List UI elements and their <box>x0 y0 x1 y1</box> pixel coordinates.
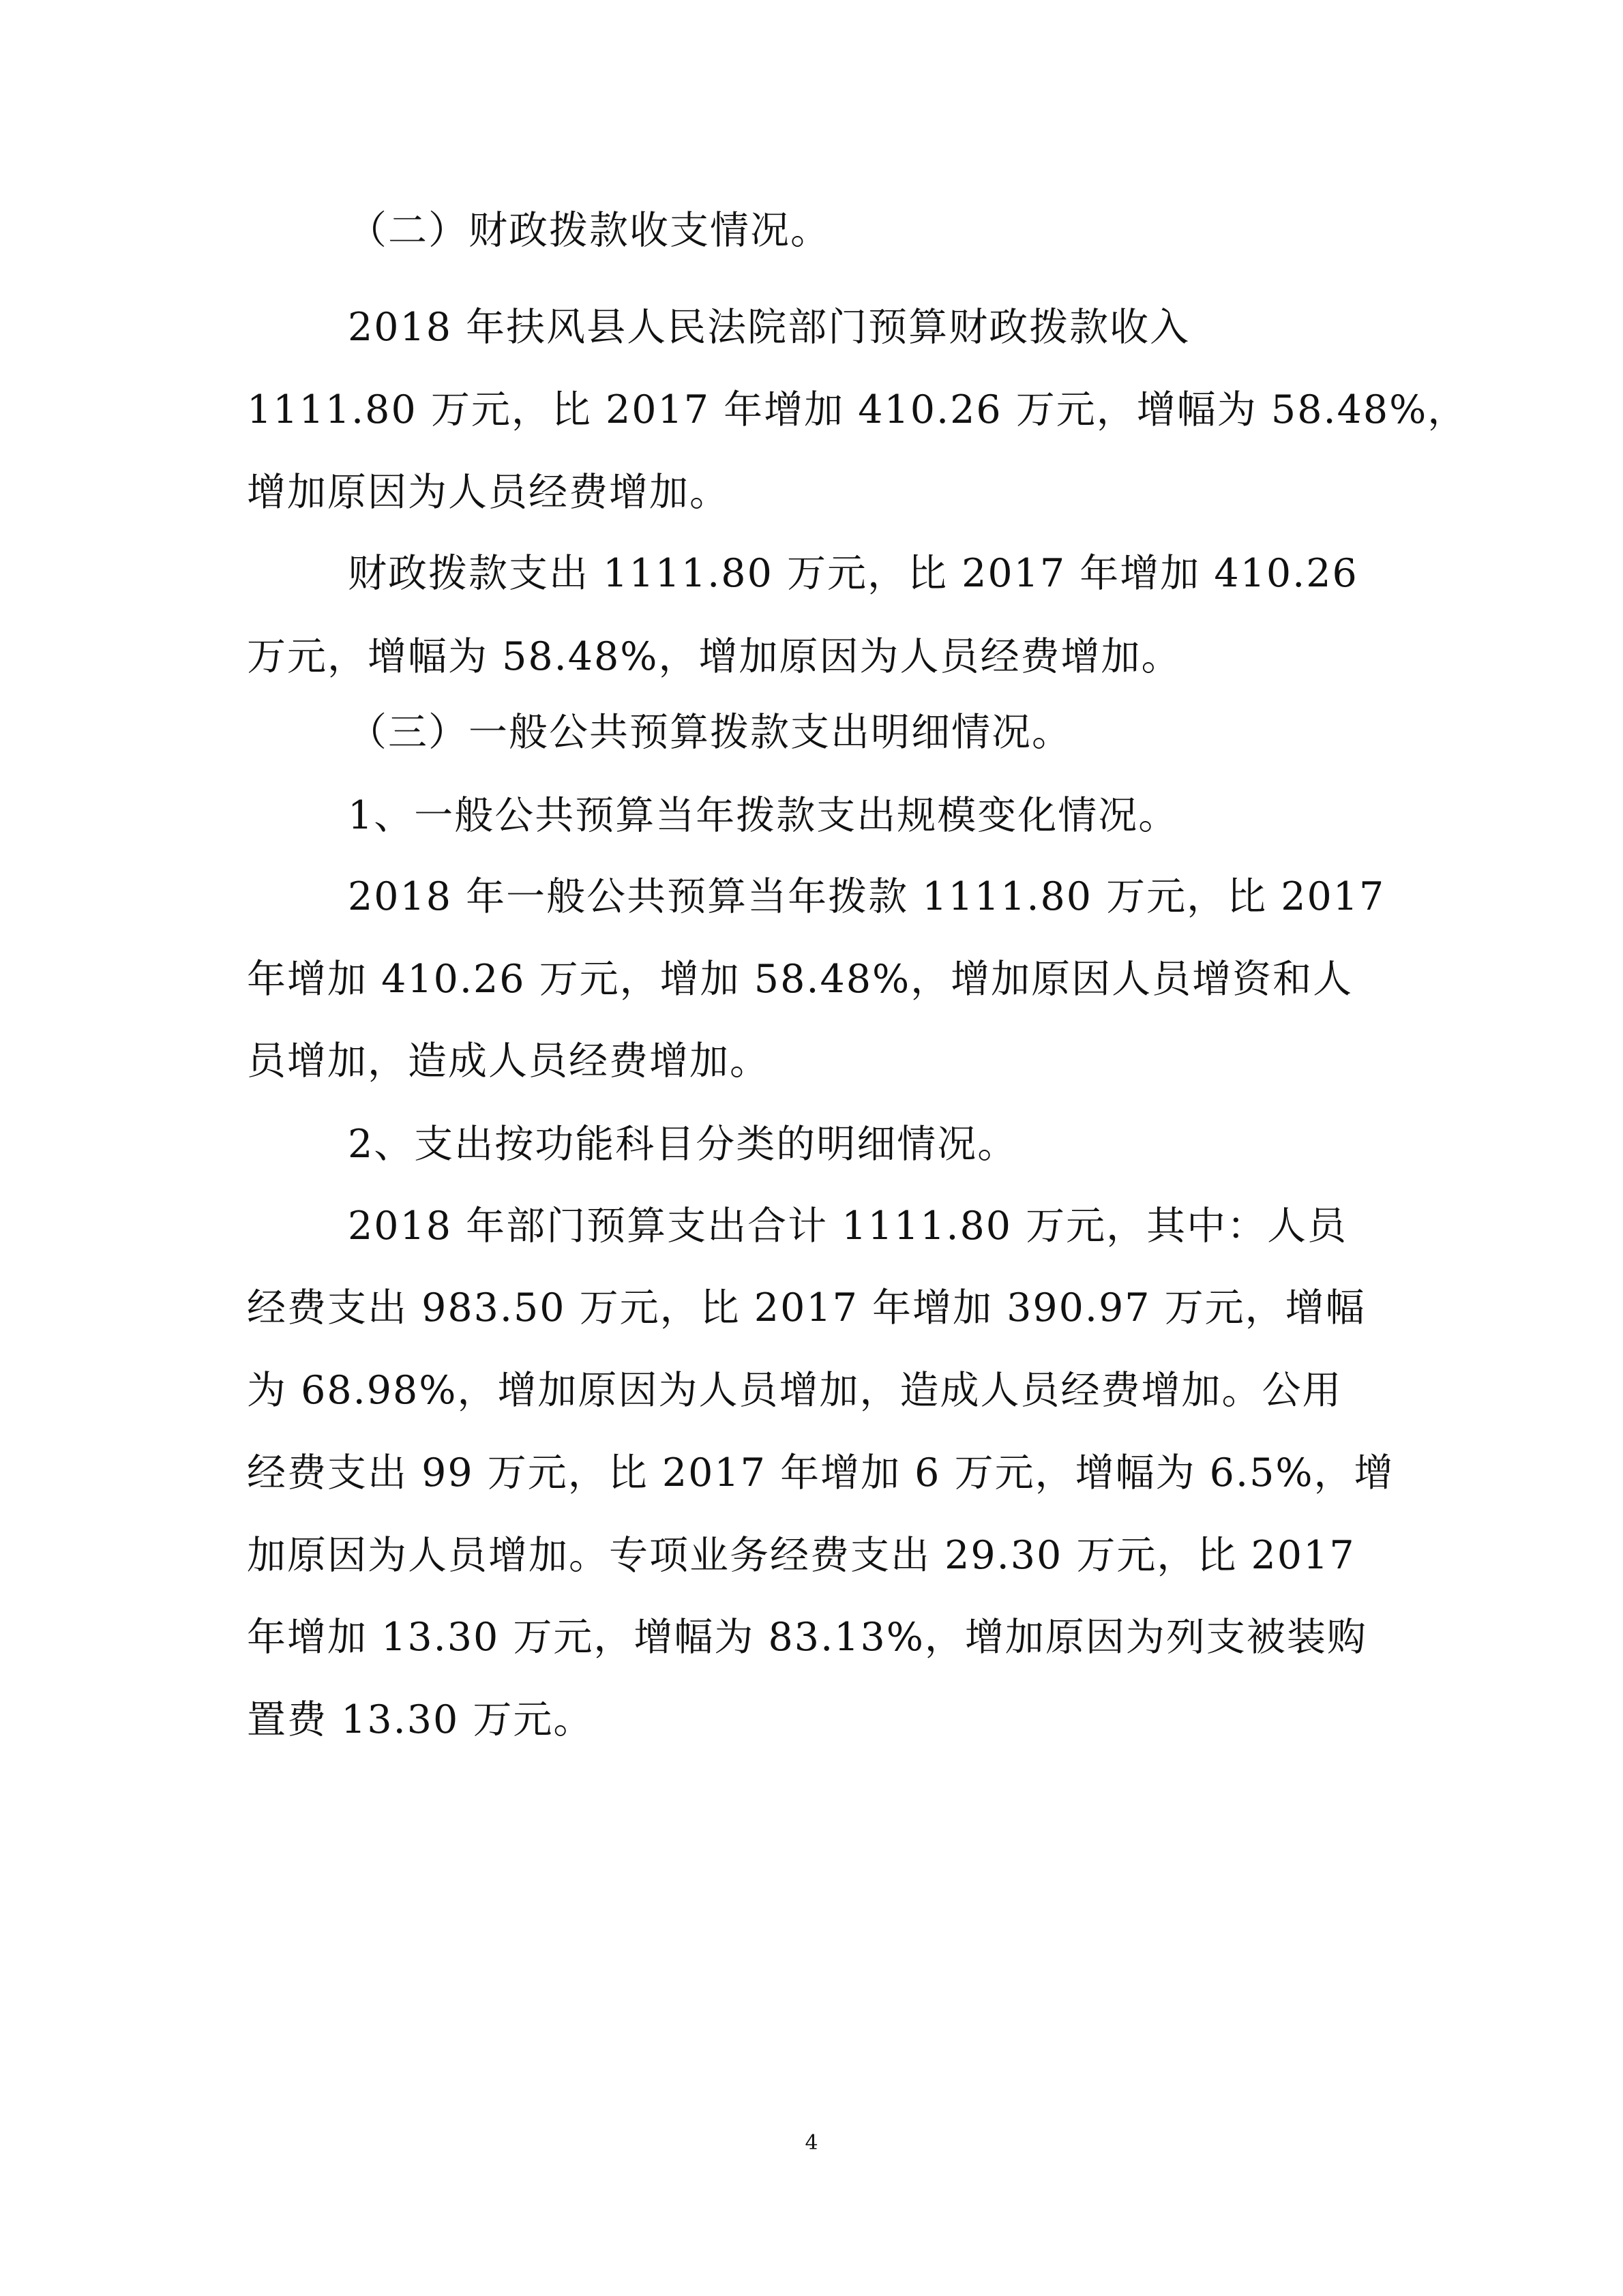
text-line: 置费 13.30 万元。 <box>247 1697 594 1742</box>
text-line: 年增加 13.30 万元，增幅为 83.13%，增加原因为列支被装购 <box>247 1615 1367 1660</box>
text-line: 年增加 410.26 万元，增加 58.48%，增加原因人员增资和人 <box>247 957 1354 1002</box>
subsection-heading-functional-classification: 2、支出按功能科目分类的明细情况。 <box>348 1122 1018 1167</box>
text-line: 1111.80 万元，比 2017 年增加 410.26 万元，增幅为 58.48%， <box>247 387 1468 432</box>
subsection-heading-scale-change: 1、一般公共预算当年拨款支出规模变化情况。 <box>348 793 1179 838</box>
text-line: 员增加，造成人员经费增加。 <box>247 1039 770 1084</box>
text-line: 2018 年部门预算支出合计 1111.80 万元，其中：人员 <box>348 1204 1348 1249</box>
text-line: 加原因为人员增加。专项业务经费支出 29.30 万元，比 2017 <box>247 1533 1356 1578</box>
section-heading-fiscal-appropriation: （二）财政拨款收支情况。 <box>348 208 831 253</box>
text-line: 财政拨款支出 1111.80 万元，比 2017 年增加 410.26 <box>348 551 1358 596</box>
section-heading-general-budget: （三）一般公共预算拨款支出明细情况。 <box>348 710 1072 755</box>
text-line: 2018 年扶风县人民法院部门预算财政拨款收入 <box>348 305 1191 350</box>
text-line: 万元，增幅为 58.48%，增加原因为人员经费增加。 <box>247 634 1182 679</box>
text-line: 为 68.98%，增加原因为人员增加，造成人员经费增加。公用 <box>247 1368 1343 1413</box>
page-number: 4 <box>805 2131 818 2155</box>
text-line: 2018 年一般公共预算当年拨款 1111.80 万元，比 2017 <box>348 874 1386 919</box>
text-line: 经费支出 99 万元，比 2017 年增加 6 万元，增幅为 6.5%，增 <box>247 1450 1395 1495</box>
text-line: 经费支出 983.50 万元，比 2017 年增加 390.97 万元，增幅 <box>247 1285 1366 1330</box>
text-line: 增加原因为人员经费增加。 <box>247 470 730 515</box>
